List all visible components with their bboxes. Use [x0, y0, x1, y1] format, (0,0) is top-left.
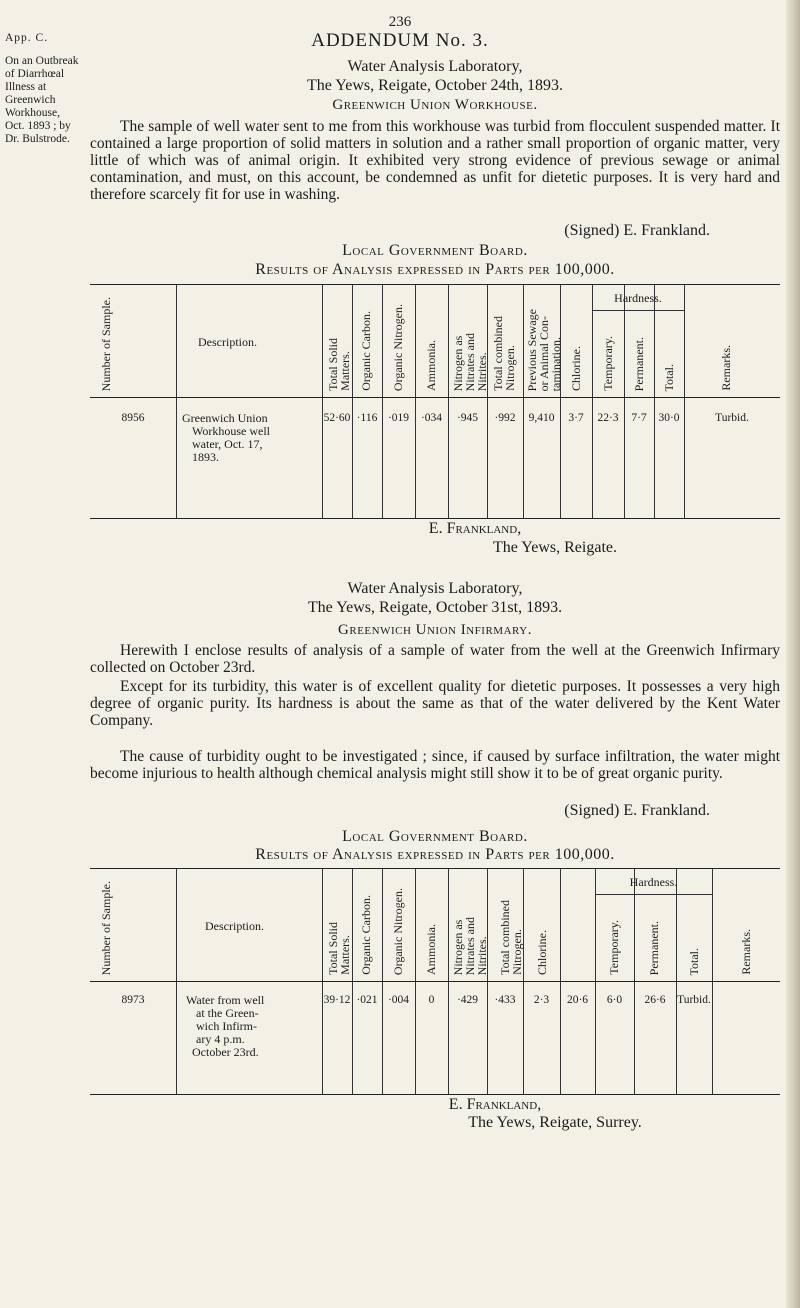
header-cell: Permanent. [632, 336, 646, 391]
lab-name-1: Water Analysis Laboratory, [347, 58, 523, 75]
lab-name-2: Water Analysis Laboratory, [347, 580, 523, 597]
header-cell: Description. [205, 919, 264, 933]
header-cell: Total. [662, 363, 676, 391]
appendix-label: App. C. [5, 32, 49, 44]
header-cell: Previous Sewage or Animal Con- tamination. [525, 308, 563, 391]
header-cell: Hardness. [629, 875, 678, 889]
header-cell: Temporary. [607, 920, 621, 975]
margin-line: Workhouse, [5, 107, 60, 119]
value-cell: 52·60 [323, 412, 351, 424]
letter2-body-2: Except for its turbidity, this water is of excellent quality for dietetic purposes. It possesses a very high degree of organic purity. Its hardness is about the same as that of the water delivered by the Kent Water Company. [90, 678, 780, 729]
value-cell: 39·12 [323, 994, 351, 1006]
value-cell: 0 [428, 994, 435, 1006]
value-cell: ·034 [420, 412, 443, 424]
table-row [90, 982, 780, 1095]
header-cell: Total Solid Matters. [326, 338, 352, 391]
value-cell: ·116 [356, 412, 378, 424]
margin-line: Illness at [5, 81, 47, 93]
table-header [90, 284, 780, 398]
value-cell: ·019 [387, 412, 410, 424]
header-cell: Temporary. [601, 336, 615, 391]
value-cell: ·433 [494, 994, 516, 1006]
footer-place-1: The Yews, Reigate. [493, 539, 617, 556]
board-1: Local Government Board. [342, 242, 528, 259]
header-cell: Organic Nitrogen. [391, 303, 405, 391]
sample-number: 8973 [121, 994, 145, 1006]
margin-line: of Diarrhœal [5, 68, 65, 80]
value-cell: ·021 [356, 994, 378, 1006]
header-cell: Remarks. [739, 929, 753, 975]
sample-description: Water from well at the Green- wich Infirm- ary 4 p.m. October 23rd. [186, 993, 265, 1059]
sample-description: Greenwich Union Workhouse well water, Oct. 17, 1893. [182, 411, 271, 464]
value-cell: ·992 [494, 412, 516, 424]
institution-1: Greenwich Union Workhouse. [332, 97, 538, 113]
value-cell: ·429 [456, 994, 479, 1006]
header-cell: Organic Carbon. [359, 311, 373, 391]
institution-2: Greenwich Union Infirmary. [338, 622, 532, 638]
results-title-1: Results of Analysis expressed in Parts per 100,000. [255, 261, 615, 278]
value-cell: 26·6 [644, 994, 666, 1006]
value-cell: 22·3 [597, 412, 619, 424]
value-cell: 2·3 [533, 994, 550, 1006]
header-cell: Hardness. [614, 291, 662, 305]
table-header [90, 868, 780, 982]
footer-name-1: E. Frankland, [428, 520, 522, 537]
value-cell: 9,410 [528, 412, 555, 424]
lab-address-1: The Yews, Reigate, October 24th, 1893. [307, 77, 563, 94]
sample-number: 8956 [121, 412, 145, 424]
header-cell: Remarks. [719, 345, 733, 391]
letter2-body-3: The cause of turbidity ought to be investigated ; since, if caused by surface infiltration, the water might become injurious to health although chemical analysis might still show it to be of great organic purity. [90, 748, 780, 782]
remarks-cell: Turbid. [715, 412, 749, 424]
results-title-2: Results of Analysis expressed in Parts per 100,000. [255, 846, 615, 863]
header-cell: Chlorine. [535, 930, 549, 975]
header-cell: Ammonia. [424, 924, 438, 975]
value-cell: 7·7 [631, 412, 647, 424]
header-cell: Nitrogen as Nitrates and Nitrites. [451, 332, 489, 391]
header-cell: Number of Sample. [99, 296, 113, 391]
footer-name-2: E. Frankland, [448, 1096, 542, 1113]
header-cell: Number of Sample. [99, 880, 113, 975]
addendum-title: ADDENDUM No. 3. [311, 30, 489, 51]
margin-line: Greenwich [5, 94, 56, 106]
signature-2: (Signed) E. Frankland. [564, 802, 710, 819]
value-cell: ·004 [387, 994, 410, 1006]
value-cell: 30·0 [658, 412, 680, 424]
results-table-2 [90, 868, 780, 1095]
board-2: Local Government Board. [342, 828, 528, 845]
letter1-body: The sample of well water sent to me from this workhouse was turbid from flocculent suspended matter. It contained a large proportion of solid matters in solution and a rather small proportion of organic matter, very little of which was of animal origin. It exhibited very strong evidence of previous sewage or animal contamination, and must, on this account, be condemned as unfit for dietetic purposes. It is very hard and therefore scarcely fit for use in washing. [90, 118, 780, 203]
lab-address-2: The Yews, Reigate, October 31st, 1893. [307, 599, 563, 616]
header-cell: Total Solid Matters. [326, 922, 352, 975]
margin-line: Dr. Bulstrode. [5, 133, 70, 145]
results-table-1 [90, 284, 780, 519]
header-cell: Permanent. [647, 920, 661, 975]
header-cell: Description. [198, 335, 257, 349]
header-cell: Total combined Nitrogen. [491, 316, 517, 391]
header-cell: Total. [687, 947, 701, 975]
value-cell: 6·0 [606, 994, 623, 1006]
header-cell: Total combined Nitrogen. [498, 900, 524, 975]
page-number: 236 [388, 14, 412, 30]
table-row [90, 398, 780, 519]
value-cell: ·945 [456, 412, 479, 424]
margin-line: Oct. 1893 ; by [5, 120, 71, 132]
letter2-body-1: Herewith I enclose results of analysis of a sample of water from the well at the Greenwich Infirmary collected on October 23rd. [90, 642, 780, 676]
signature-1: (Signed) E. Frankland. [564, 222, 710, 239]
header-cell: Nitrogen as Nitrates and Nitrites. [451, 916, 489, 975]
header-cell: Chlorine. [569, 346, 583, 391]
value-cell: 3·7 [568, 412, 584, 424]
value-cell: Turbid. [677, 994, 711, 1006]
header-cell: Organic Carbon. [359, 895, 373, 975]
footer-place-2: The Yews, Reigate, Surrey. [468, 1114, 642, 1131]
value-cell: 20·6 [566, 994, 589, 1006]
margin-line: On an Outbreak [5, 55, 79, 67]
header-cell: Organic Nitrogen. [391, 887, 405, 975]
header-cell: Ammonia. [424, 340, 438, 391]
